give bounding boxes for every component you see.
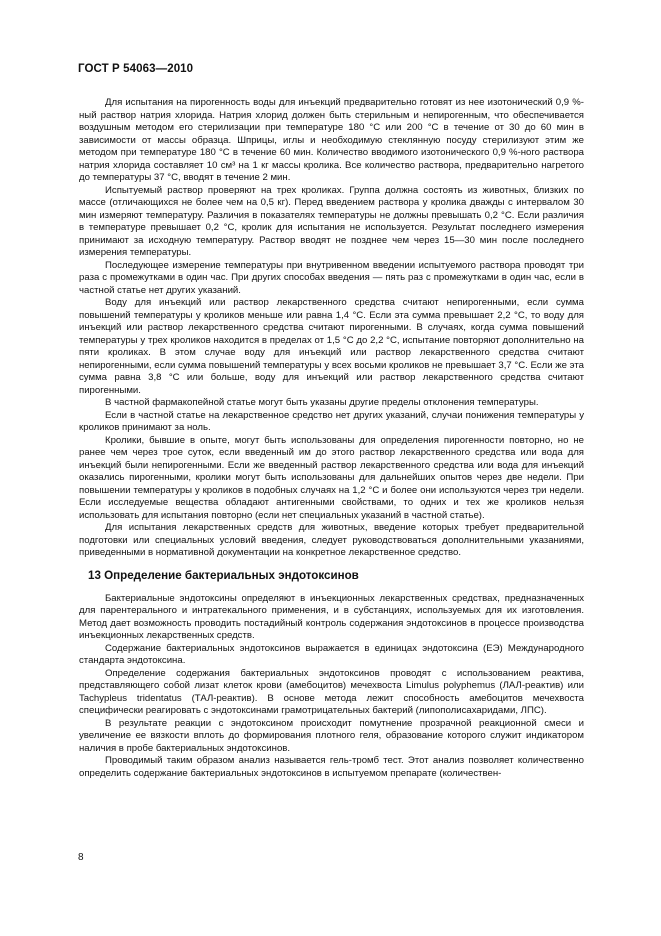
paragraph-veterinary-drugs: Для испытания лекарственных средств для животных, введение которых требует предварительной подготовки или специальных условий введения, следует руководствоваться дополнительными указаниями, приведенными в нормативной документации на конкретное лекарственное средство. <box>79 522 584 558</box>
paragraph-gel-clot-test: Проводимый таким образом анализ называется гель-тромб тест. Этот анализ позволяет количественно определить содержание бактериальных эндотоксинов в испытуемом препарате (количествен- <box>79 755 584 779</box>
page-number: 8 <box>78 852 84 863</box>
paragraph-endotoxin-units: Содержание бактериальных эндотоксинов выражается в единицах эндотоксина (ЕЭ) Международного стандарта эндотоксина. <box>79 642 584 666</box>
paragraph-temperature-measurement: Последующее измерение температуры при внутривенном введении испытуемого раствора проводят три раза с промежутками в один час. При других способах введения — пять раз с промежутками в один час, если в частной статье нет других указаний. <box>79 259 584 296</box>
paragraph-rabbit-reuse: Кролики, бывшие в опыте, могут быть использованы для определения пирогенности повторно, но не ранее чем через трое суток, если введенный им до этого раствор лекарственного средства или вода для инъекций были непирогенными. Если же введенный раствор лекарственного средства или вода для инъекций оказались пирогенными, кролики могут быть использованы для дальнейших опытов через две недели. При повышении температуры у кроликов в подобных случаях на 1,2 °С и более они используются через три недели. Если исследуемые вещества обладают антигенными свойствами, то одних и тех же кроликов нельзя использовать для испытания повторно (если нет специальных указаний в частной статье). <box>79 434 584 521</box>
paragraph-water-pyrogen-prep: Для испытания на пирогенность воды для инъекций предварительно готовят из нее изотонический 0,9 %-ный раствор натрия хлорида. Натрия хлорид должен быть стерильным и непирогенным, что обеспечивается воздушным методом его стерилизации при температуре 180 °С или 200 °С в течение от 30 до 60 мин в зависимости от массы образца. Шприцы, иглы и необходимую стеклянную посуду стерилизуют этим же методом при температуре 180 °С в течение 60 мин. Количество вводимого изотонического 0,9 %-ного раствора натрия хлорида составляет 10 см³ на 1 кг массы кролика. Все количество раствора, предварительно нагретого до температуры 37 °С, вводят в течение 2 мин. <box>79 97 584 183</box>
paragraph-lal-reagent: Определение содержания бактериальных эндотоксинов проводят с использованием реактива, представляющего собой лизат клеток крови (амебоцитов) мечехвоста Limulus polyphemus (ЛАЛ-реактив) или Tachypleus tridentatus (ТАЛ-реактив). В основе метода лежит способность амебоцитов мечехвоста специфически реагировать с эндотоксинами грамотрицательных бактерий (липополисахаридами, ЛПС). <box>79 667 584 716</box>
section-title: 13 Определение бактериальных эндотоксинов <box>88 568 359 582</box>
standard-code-header: ГОСТ Р 54063—2010 <box>78 63 194 75</box>
paragraph-gel-formation: В результате реакции с эндотоксином происходит помутнение прозрачной реакционной смеси и увеличение ее вязкости вплоть до формирования плотного геля, образование которого служит индикатором наличия в пробе бактериальных эндотоксинов. <box>79 717 584 754</box>
document-body <box>79 97 584 780</box>
paragraph-pyrogenicity-criteria: Воду для инъекций или раствор лекарственного средства считают непирогенными, если сумма повышений температуры у кроликов меньше или равна 1,4 °С. Если эта сумма превышает 2,2 °С, то воду для инъекций или раствор лекарственного средства считают пирогенными. В случаях, когда сумма повышений температуры у трех кроликов находится в пределах от 1,5 °С до 2,2 °С, испытание повторяют дополнительно на пяти кроликах. В этом случае воду для инъекций или раствор лекарственного средства считают непирогенными, если сумма повышений температуры у всех восьми кроликов не превышает 3,7 °С. Если же эта сумма равна 3,8 °С или больше, воду для инъекций или раствор лекарственного средства считают пирогенными. <box>79 297 584 396</box>
paragraph-endotoxin-scope: Бактериальные эндотоксины определяют в инъекционных лекарственных средствах, предназначенных для парентерального и интратекального применения, и в субстанциях, используемых для их изготовления. Метод дает возможность проводить постадийный контроль содержания эндотоксинов в процессе производства инъекционных лекарственных средств. <box>79 592 584 641</box>
paragraph-other-limits: В частной фармакопейной статье могут быть указаны другие пределы отклонения температуры. <box>105 397 539 408</box>
paragraph-rabbit-selection: Испытуемый раствор проверяют на трех кроликах. Группа должна состоять из животных, близких по массе (отличающихся не более чем на 0,5 кг). Перед введением раствора у кролика дважды с интервалом 30 мин измеряют температуру. Различия в показателях температуры не должны превышать 0,2 °С. Если различия в температуре превышает 0,2 °С, кролик для испытания не используется. Результат последнего измерения принимают за исходную температуру. Раствор вводят не позднее чем через 15—30 мин после последнего измерения температуры. <box>79 184 584 258</box>
paragraph-temperature-decrease: Если в частной статье на лекарственное средство нет других указаний, случаи понижения температуры у кроликов принимают за ноль. <box>79 409 584 433</box>
